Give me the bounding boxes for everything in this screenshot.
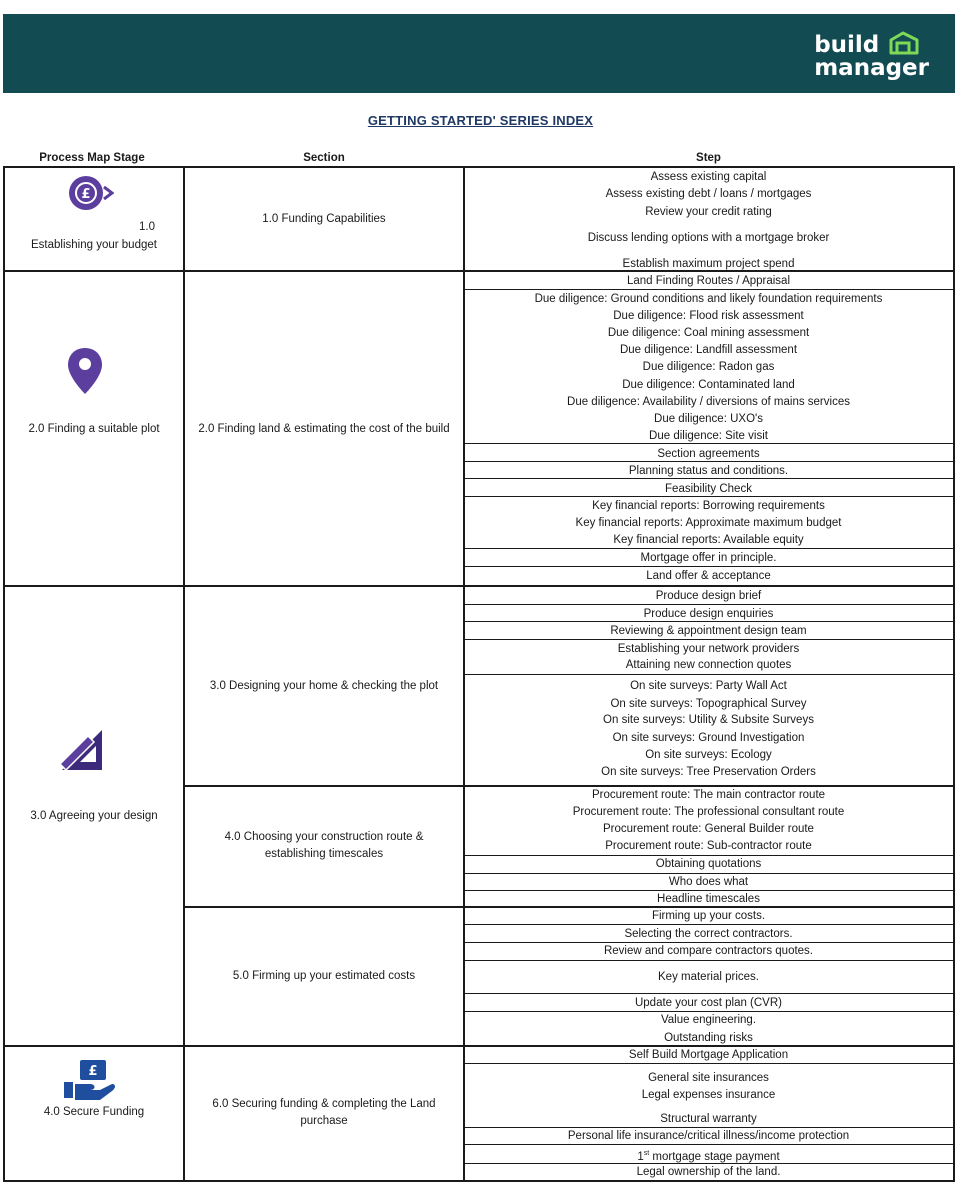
stage-1-label: Establishing your budget [31, 239, 157, 251]
step-ordinal-suffix: st [643, 1150, 650, 1157]
step-item: Feasibility Check [665, 483, 752, 495]
stage-3-label: 3.0 Agreeing your design [30, 810, 158, 822]
step-item: Land offer & acceptance [646, 570, 771, 582]
step-item: Due diligence: UXO's [654, 413, 763, 425]
step-item: Due diligence: Landfill assessment [619, 344, 798, 356]
step-item: On site surveys: Ground Investigation [612, 732, 805, 744]
step-item: Reviewing & appointment design team [610, 625, 807, 637]
step-item: Planning status and conditions. [628, 465, 789, 477]
step-item: Produce design brief [655, 590, 762, 602]
step-item: Personal life insurance/critical illness/income protection [567, 1130, 850, 1142]
section-5: 5.0 Firming up your estimated costs [232, 970, 416, 982]
step-item: Update your cost plan (CVR) [634, 997, 782, 1009]
step-item: Section agreements [657, 448, 760, 460]
column-header-section: Section [303, 152, 345, 164]
ruler-pencil-icon [58, 728, 106, 774]
step-item: Establish maximum project spend [622, 258, 795, 270]
step-item: Mortgage offer in principle. [640, 552, 777, 564]
step-item: Outstanding risks [664, 1032, 753, 1044]
step-item: Land Finding Routes / Appraisal [626, 275, 791, 287]
section-4: 4.0 Choosing your construction route & establishing timescales [224, 831, 424, 860]
stage-1-number: 1.0 [139, 221, 155, 233]
step-item: Establishing your network providers [617, 643, 800, 655]
step-item: Assess existing debt / loans / mortgages [605, 188, 812, 200]
step-item: Discuss lending options with a mortgage broker [587, 232, 830, 244]
step-item: On site surveys: Utility & Subsite Surveys [603, 714, 814, 726]
step-item: Due diligence: Availability / diversions of mains services [567, 396, 850, 408]
step-item: Review and compare contractors quotes. [603, 945, 814, 957]
stage-4-label: 4.0 Secure Funding [43, 1106, 145, 1118]
step-item: Due diligence: Flood risk assessment [613, 310, 804, 322]
step-item: Attaining new connection quotes [625, 659, 792, 671]
step-item: Legal ownership of the land. [636, 1166, 781, 1178]
step-item: Due diligence: Coal mining assessment [607, 327, 810, 339]
column-header-step: Step [696, 152, 721, 164]
svg-text:£: £ [81, 187, 91, 202]
step-item: General site insurances [648, 1072, 769, 1084]
step-item: Self Build Mortgage Application [628, 1049, 789, 1061]
step-item: Selecting the correct contractors. [624, 928, 793, 940]
step-item [464, 1147, 953, 1164]
step-ordinal: 1 [637, 1150, 644, 1163]
hand-money-icon [62, 1058, 118, 1104]
step-text: mortgage stage payment [652, 1150, 780, 1163]
step-item: On site surveys: Topographical Survey [610, 698, 807, 710]
step-item: Due diligence: Ground conditions and likely foundation requirements [534, 293, 883, 305]
column-header-stage: Process Map Stage [39, 152, 145, 164]
step-item: Procurement route: The professional consultant route [572, 806, 845, 818]
svg-text:£: £ [88, 1064, 98, 1079]
pound-coin-icon [66, 173, 114, 213]
step-item: Assess existing capital [650, 171, 767, 183]
stage-2-label: 2.0 Finding a suitable plot [28, 423, 160, 435]
step-item: On site surveys: Tree Preservation Orders [601, 766, 816, 778]
section-2: 2.0 Finding land & estimating the cost of the build [198, 423, 450, 435]
page-title: GETTING STARTED' SERIES INDEX [367, 113, 594, 128]
logo-line-2: manager [814, 55, 929, 81]
step-item: On site surveys: Ecology [645, 749, 772, 761]
section-1: 1.0 Funding Capabilities [262, 213, 386, 225]
step-item: Key material prices. [658, 971, 759, 983]
step-item: Key financial reports: Borrowing requirements [592, 500, 825, 512]
step-item: Procurement route: General Builder route [603, 823, 814, 835]
step-item: Legal expenses insurance [641, 1089, 776, 1101]
step-item: Obtaining quotations [655, 858, 762, 870]
step-item: Key financial reports: Approximate maximum budget [575, 517, 842, 529]
step-item: Due diligence: Site visit [649, 430, 768, 442]
section-6: 6.0 Securing funding & completing the Land purchase [212, 1098, 436, 1127]
logo-line-1: build [814, 32, 880, 58]
step-item: Headline timescales [657, 893, 760, 905]
step-item: Key financial reports: Available equity [613, 534, 804, 546]
step-item: Who does what [668, 876, 749, 888]
step-item: On site surveys: Party Wall Act [630, 680, 787, 692]
location-pin-icon [66, 346, 104, 396]
step-item: Review your credit rating [645, 206, 772, 218]
step-item: Due diligence: Contaminated land [622, 379, 795, 391]
section-3: 3.0 Designing your home & checking the plot [209, 680, 439, 692]
step-item: Procurement route: The main contractor route [591, 789, 826, 801]
step-item: Value engineering. [660, 1014, 757, 1026]
step-item: Due diligence: Radon gas [642, 361, 775, 373]
step-item: Firming up your costs. [651, 910, 766, 922]
step-item: Produce design enquiries [643, 608, 774, 620]
step-item: Procurement route: Sub-contractor route [605, 840, 812, 852]
step-item: Structural warranty [660, 1113, 757, 1125]
